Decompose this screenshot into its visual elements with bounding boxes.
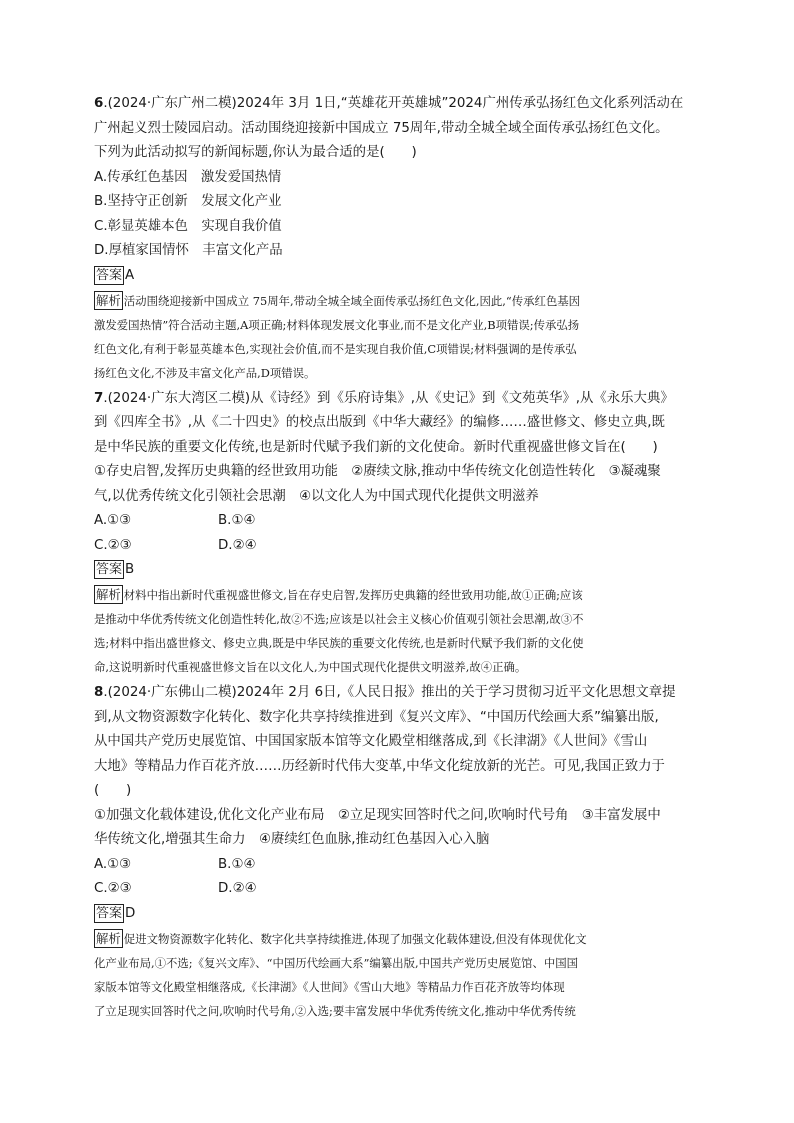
explanation-line: 选;材料中指出盛世修文、修史立典,既是中华民族的重要文化传统,也是新时代赋予我们新的文化使 [94,636,584,650]
answer-tag: 答案 [96,905,123,921]
question-number: 8 [94,685,104,700]
answer-tag: 答案 [96,267,123,283]
question-stem-line: 大地》等精品力作百花齐放……历经新时代伟大变革,中华文化绽放新的光芒。可见,我国正致力于 [94,758,665,774]
question-8 [94,681,700,1023]
explanation-line: 解析 促进文物资源数字化转化、数字化共享持续推进,体现了加强文化载体建设,但没有体现优化文 [96,930,587,946]
option-b: B.①④ [218,856,256,872]
explanation-line: 家版本馆等文化殿堂相继落成,《长津湖》《人世间》《雪山大地》等精品力作百花齐放等均体现 [94,979,565,994]
answer-line [94,903,700,925]
page-content [94,92,700,1025]
explanation-line: 命,这说明新时代重视盛世修文旨在以文化人,为中国式现代化提供文明滋养,故④正确。 [94,660,527,674]
option-a: A.①③ [94,513,132,528]
explanation-tag: 解析 [96,587,121,602]
question-stem-line: 8.(2024·广东佛山二模)2024年 2月 6日,《人民日报》推出的关于学习贯彻习近平文化思想文章提 [94,685,676,700]
question-statements-line: ①存史启智,发挥历史典籍的经世致用功能 ②赓续文脉,推动中华传统文化创造性转化 ③凝魂聚 [94,464,661,479]
question-stem-line: 到《四库全书》,从《二十四史》的校点出版到《中华大藏经》的编修……盛世修文、修史立典,既 [94,415,665,430]
question-stem-line: 到,从文物资源数字化转化、数字化共享持续推进到《复兴文库》、“中国历代绘画大系”编纂出版, [94,709,659,725]
explanation-line: 扬红色文化,不涉及丰富文化产品,D项错误。 [94,365,316,380]
option-b: B.①④ [218,513,256,528]
option-d: D.②④ [218,537,257,553]
question-number: 7 [94,390,104,406]
explanation-line: 红色文化,有利于彰显英雄本色,实现社会价值,而不是实现自我价值,C项错误;材料强调的是传承弘 [94,341,577,356]
explanation-line: 解析 材料中指出新时代重视盛世修文,旨在存史启智,发挥历史典籍的经世致用功能,故①正确;应该 [96,587,583,602]
question-7 [94,387,700,680]
option-d: D.②④ [218,881,257,896]
question-stem-line: 是中华民族的重要文化传统,也是新时代赋予我们新的文化使命。新时代重视盛世修文旨在( ) [94,439,658,455]
option-b: B.坚持守正创新 发展文化产业 [94,194,282,209]
explanation-tag: 解析 [96,292,121,308]
option-c: C.②③ [94,881,132,896]
question-stem-line: 广州起义烈士陵园启动。活动围绕迎接新中国成立 75周年,带动全城全域全面传承弘扬红色文化。 [94,120,669,136]
explanation-line: 化产业布局,①不选;《复兴文库》、“中国历代绘画大系”编纂出版,中国共产党历史展览馆、中国国 [94,955,579,970]
option-a: A.传承红色基因 激发爱国热情 [94,169,282,185]
question-stem-line: 6.(2024·广东广州二模)2024年 3月 1日,“英雄花开英雄城”2024广州传承弘扬红色文化系列活动在 [94,96,684,111]
answer-tag: 答案 [96,562,123,577]
question-stem-line: ( ) [94,783,132,798]
option-c: C.彰显英雄本色 实现自我价值 [94,218,282,234]
explanation-line: 激发爱国热情”符合活动主题,A项正确;材料体现发展文化事业,而不是文化产业,B项错误;传承弘扬 [94,317,580,332]
question-statements-line: ①加强文化载体建设,优化文化产业布局 ②立足现实回答时代之问,吹响时代号角 ③丰富发展中 [94,807,661,823]
question-6 [94,92,700,385]
option-d: D.厚植家国情怀 丰富文化产品 [94,243,283,258]
question-number: 6 [94,96,104,111]
explanation-line: 了立足现实回答时代之问,吹响时代号角,②入选;要丰富发展中华优秀传统文化,推动中华优秀传统 [94,1003,576,1018]
question-statements-line: 华传统文化,增强其生命力 ④赓续红色血脉,推动红色基因入心入脑 [94,832,490,847]
answer-line [94,265,700,287]
question-stem-line: 7.(2024·广东大湾区二模)从《诗经》到《乐府诗集》,从《史记》到《文苑英华》,从《永乐大典》 [94,390,674,406]
options-grid [94,509,700,558]
explanation-line: 是推动中华优秀传统文化创造性转化,故②不选;应该是以社会主义核心价值观引领社会思潮,故③不 [94,612,584,626]
question-stem-line: 从中国共产党历史展览馆、中国国家版本馆等文化殿堂相继落成,到《长津湖》《人世间》《雪山 [94,734,648,749]
option-a: A.①③ [94,856,132,872]
answer-value: D [125,905,136,921]
answer-line [94,559,700,581]
answer-value: A [125,267,135,283]
question-statements-line: 气,以优秀传统文化引领社会思潮 ④以文化人为中国式现代化提供文明滋养 [94,488,539,504]
answer-value: B [125,562,135,577]
explanation-line: 解析 活动围绕迎接新中国成立 75周年,带动全城全域全面传承弘扬红色文化,因此,“传承红色基因 [96,292,581,308]
option-c: C.②③ [94,537,132,553]
options-grid [94,853,700,902]
question-stem-line: 下列为此活动拟写的新闻标题,你认为最合适的是( ) [94,145,417,160]
explanation-tag: 解析 [96,930,121,946]
